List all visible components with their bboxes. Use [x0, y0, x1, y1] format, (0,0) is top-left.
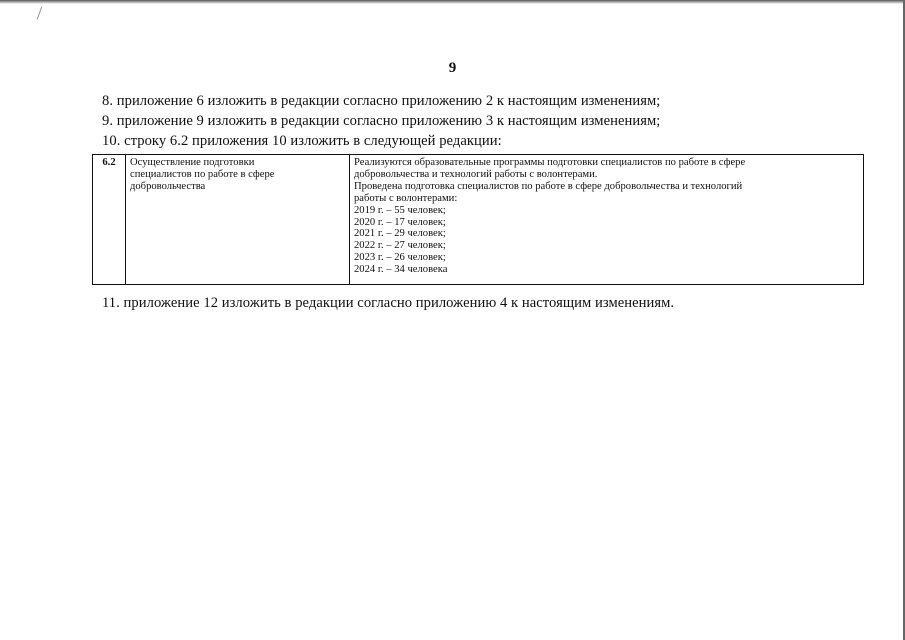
- table-cell-number: 6.2: [93, 155, 126, 284]
- page-number: 9: [448, 60, 457, 76]
- scan-mark: [37, 6, 43, 19]
- name-line: Осуществление подготовки: [130, 157, 255, 168]
- scan-edge-top: [0, 0, 905, 4]
- table-cell-description: [350, 155, 863, 284]
- description-line: 2021 г. – 29 человек;: [354, 228, 446, 240]
- description-line: Проведена подготовка специалистов по работе в сфере добровольчества и технологий: [354, 180, 743, 192]
- paragraph-8: 8. приложение 6 изложить в редакции согласно приложению 2 к настоящим изменениям;: [102, 93, 661, 109]
- description-line: работы с волонтерами:: [354, 192, 458, 204]
- description-line: Реализуются образовательные программы подготовки специалистов по работе в сфере: [354, 157, 746, 168]
- description-line: 2019 г. – 55 человек;: [354, 204, 446, 216]
- description-line: 2023 г. – 26 человек;: [354, 252, 446, 264]
- name-line: добровольчества: [130, 180, 206, 192]
- name-line: специалистов по работе в сфере: [130, 168, 275, 180]
- table-cell-name: [126, 155, 350, 284]
- description-line: 2020 г. – 17 человек;: [354, 216, 446, 228]
- paragraph-10: 10. строку 6.2 приложения 10 изложить в следующей редакции:: [102, 133, 502, 149]
- description-line: 2024 г. – 34 человека: [354, 264, 448, 276]
- description-line: 2022 г. – 27 человек;: [354, 240, 446, 252]
- paragraph-9: 9. приложение 9 изложить в редакции согласно приложению 3 к настоящим изменениям;: [102, 113, 661, 129]
- paragraph-11: 11. приложение 12 изложить в редакции согласно приложению 4 к настоящим изменениям.: [102, 295, 675, 311]
- description-line: добровольчества и технологий работы с волонтерами.: [354, 168, 598, 180]
- amendment-table-row: [92, 154, 864, 285]
